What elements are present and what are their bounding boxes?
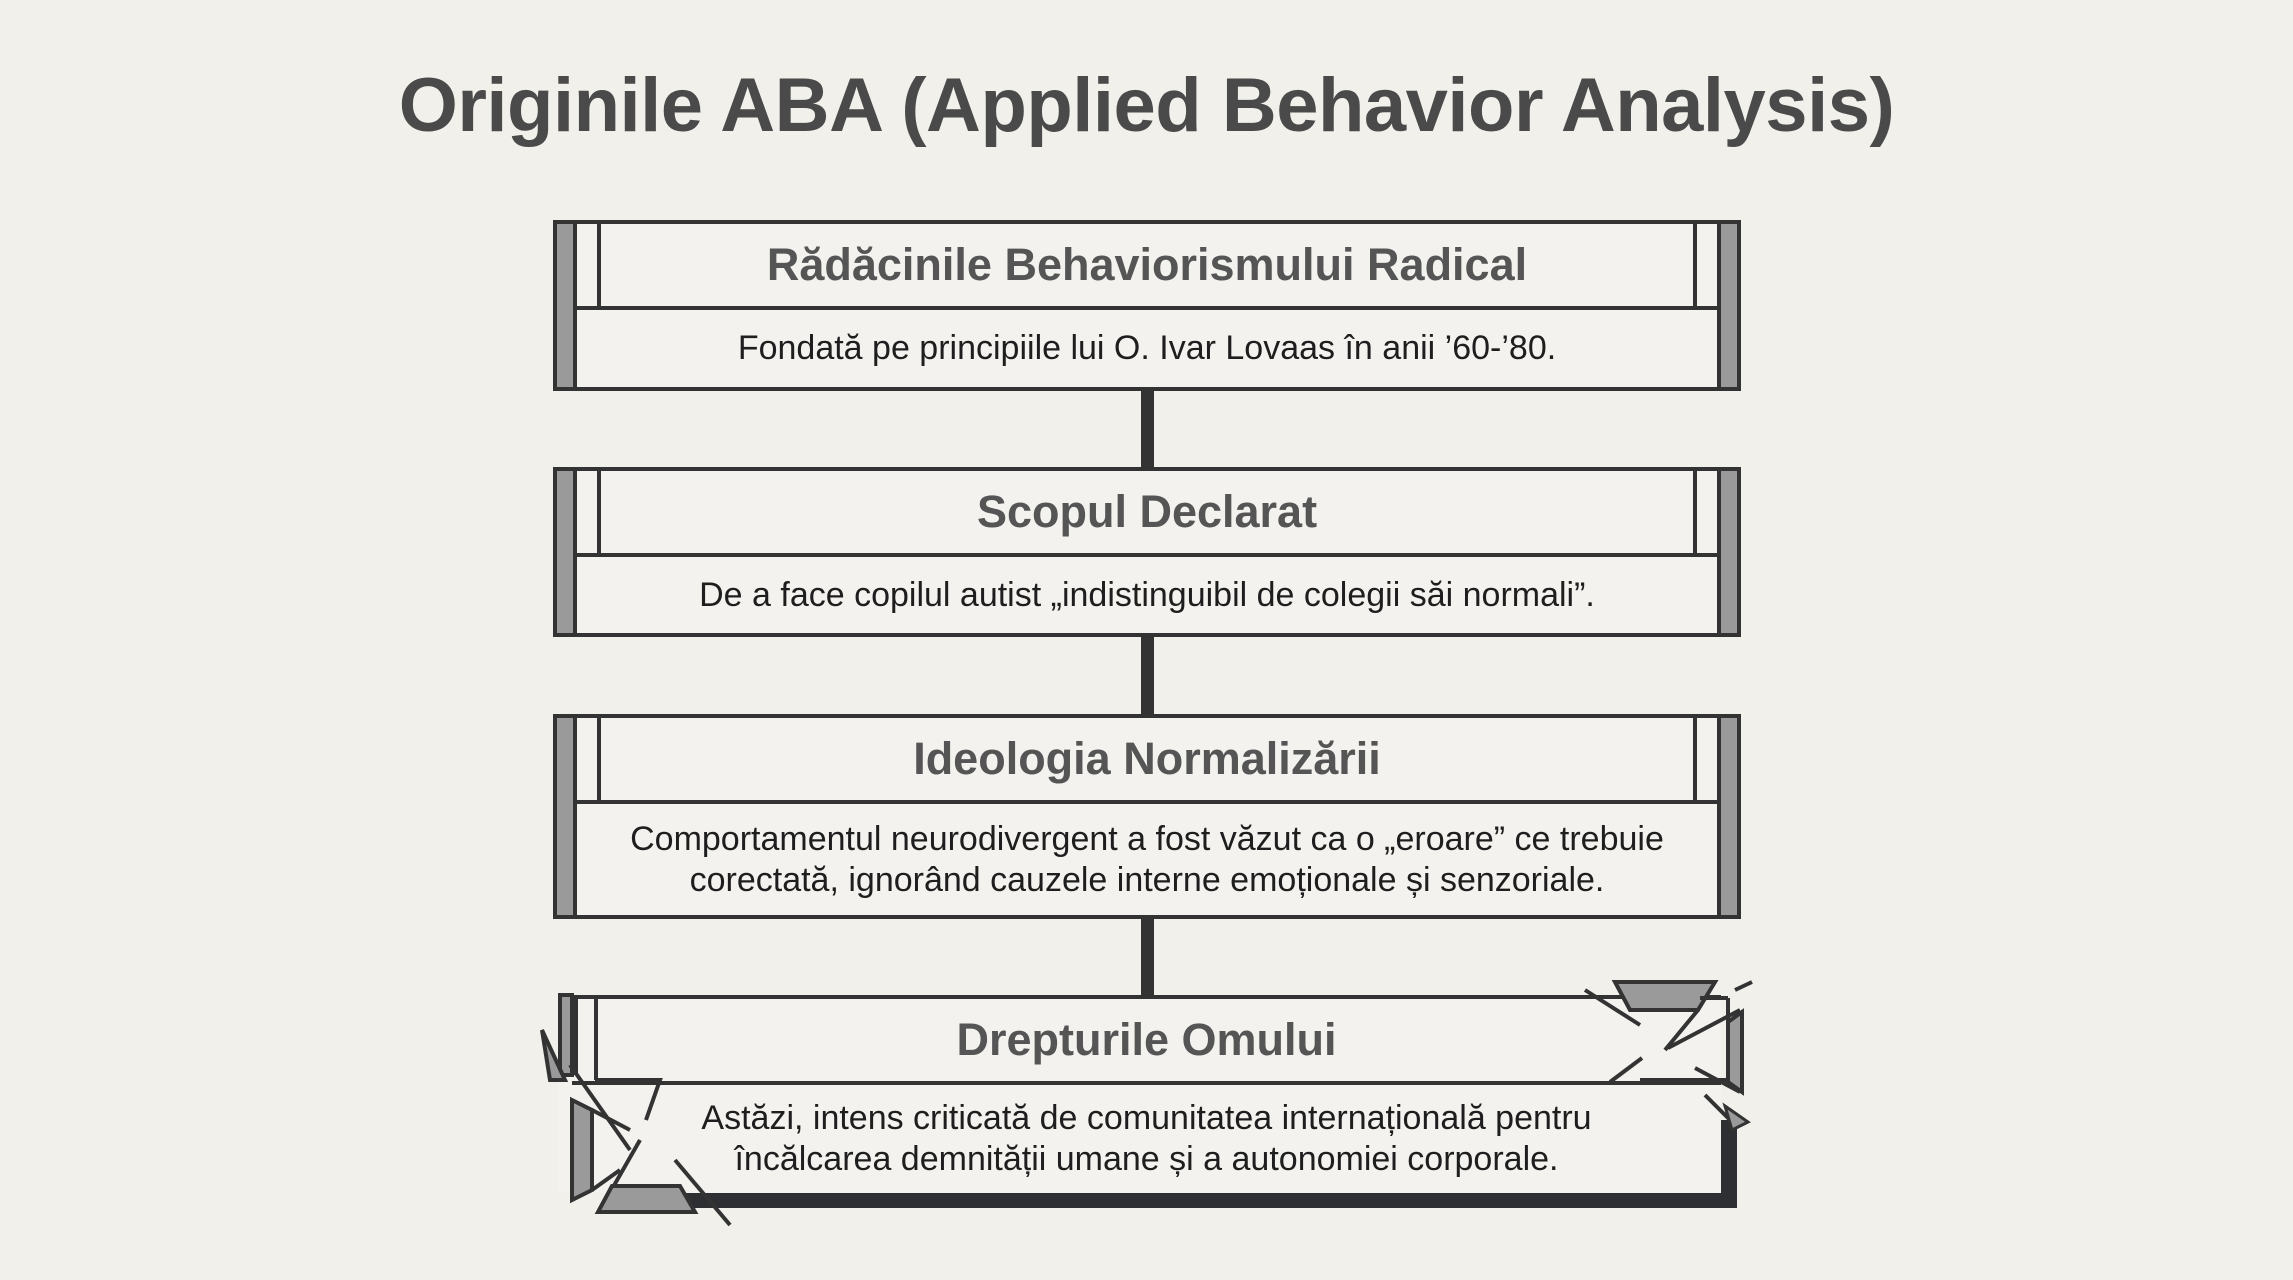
frame-bar-left bbox=[557, 224, 577, 387]
step-heading: Ideologia Normalizării bbox=[913, 733, 1381, 784]
step-heading: Scopul Declarat bbox=[976, 486, 1318, 537]
step-text-line: încălcarea demnității umane și a autonomiei corporale. bbox=[734, 1140, 1559, 1178]
step-box-declared-goal bbox=[553, 467, 1741, 637]
frame-bar-right bbox=[1717, 718, 1737, 915]
frame-bar-left bbox=[557, 471, 577, 633]
connector-line bbox=[1141, 391, 1154, 467]
step-heading-container bbox=[572, 999, 1721, 1085]
step-text: Fondată pe principiile lui O. Ivar Lovaas în anii ’60-’80. bbox=[737, 329, 1557, 368]
step-box-normalization bbox=[553, 714, 1741, 919]
step-heading: Drepturile Omului bbox=[956, 1014, 1337, 1065]
step-body bbox=[577, 804, 1717, 915]
shattered-corner-right-icon bbox=[1580, 970, 1780, 1130]
step-heading-container bbox=[577, 718, 1717, 804]
shattered-corner-left-icon bbox=[520, 990, 740, 1230]
step-body bbox=[572, 1085, 1721, 1193]
step-body bbox=[577, 557, 1717, 633]
step-body bbox=[577, 310, 1717, 387]
step-heading-container bbox=[577, 224, 1717, 310]
step-text-line: corectată, ignorând cauzele interne emoționale și senzoriale. bbox=[689, 860, 1605, 899]
frame-shadow-right bbox=[1719, 1120, 1737, 1208]
step-text-line: Astăzi, intens criticată de comunitatea internațională pentru bbox=[701, 1099, 1592, 1138]
connector-line bbox=[1141, 919, 1154, 996]
frame-bar-right bbox=[1717, 471, 1737, 633]
step-heading-container bbox=[577, 471, 1717, 557]
step-text: De a face copilul autist „indistinguibil de colegii săi normali”. bbox=[699, 575, 1595, 614]
step-box-roots bbox=[553, 220, 1741, 391]
page-title: Originile ABA (Applied Behavior Analysis) bbox=[398, 63, 1895, 148]
frame-bar-right bbox=[1717, 224, 1737, 387]
step-heading: Rădăcinile Behaviorismului Radical bbox=[766, 239, 1528, 290]
step-text-line: Comportamentul neurodivergent a fost văzut ca o „eroare” ce trebuie bbox=[630, 819, 1664, 858]
connector-line bbox=[1141, 637, 1154, 714]
frame-bar-left bbox=[557, 718, 577, 915]
